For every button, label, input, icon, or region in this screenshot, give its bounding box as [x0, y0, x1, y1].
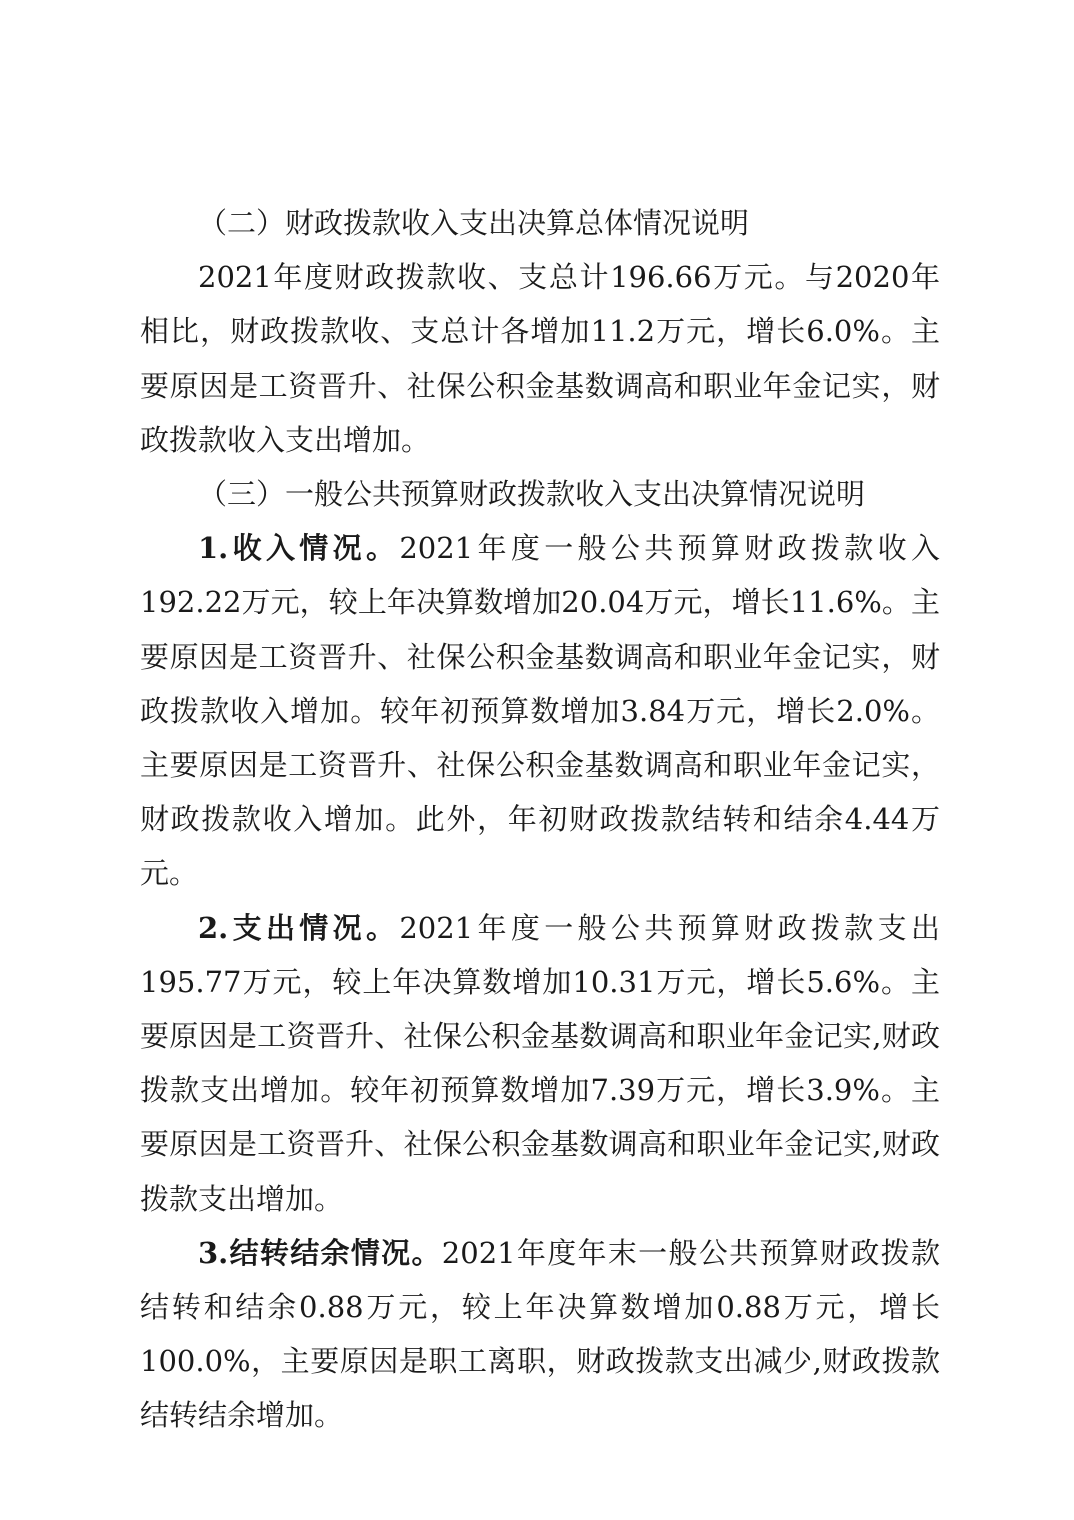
carryover-paragraph — [140, 1226, 940, 1443]
carryover-lead: 3.结转结余情况。 — [198, 1235, 442, 1270]
income-lead: 1.收入情况。 — [198, 531, 400, 566]
expenditure-paragraph — [140, 901, 940, 1226]
document-body — [140, 196, 940, 1443]
section-two-heading: （二）财政拨款收入支出决算总体情况说明 — [198, 206, 750, 240]
section-two-paragraph: 2021年度财政拨款收、支总计196.66万元。与2020年相比，财政拨款收、支总计各增加11.2万元，增长6.0%。主要原因是工资晋升、社保公积金基数调高和职业年金记实，财政拨款收入支出增加。 — [140, 260, 940, 457]
expenditure-lead: 2.支出情况。 — [198, 910, 400, 945]
section-three-heading: （三）一般公共预算财政拨款收入支出决算情况说明 — [198, 477, 866, 512]
expenditure-body: 2021年度一般公共预算财政拨款支出195.77万元，较上年决算数增加10.31万元，增长5.6%。主要原因是工资晋升、社保公积金基数调高和职业年金记实,财政拨款支出增加。较年初预算数增加7.39万元，增长3.9%。主要原因是工资晋升、社保公积金基数调高和职业年金记实,财政拨款支出增加。 — [140, 910, 940, 1216]
carryover-body: 2021年度年末一般公共预算财政拨款结转和结余0.88万元，较上年决算数增加0.88万元，增长100.0%，主要原因是职工离职，财政拨款支出减少,财政拨款结转结余增加。 — [140, 1235, 940, 1433]
income-body: 2021年度一般公共预算财政拨款收入192.22万元，较上年决算数增加20.04万元，增长11.6%。主要原因是工资晋升、社保公积金基数调高和职业年金记实，财政拨款收入增加。较年初预算数增加3.84万元，增长2.0%。主要原因是工资晋升、社保公积金基数调高和职业年金记实，财政拨款收入增加。此外，年初财政拨款结转和结余4.44万元。 — [140, 531, 940, 891]
income-paragraph — [140, 521, 940, 900]
